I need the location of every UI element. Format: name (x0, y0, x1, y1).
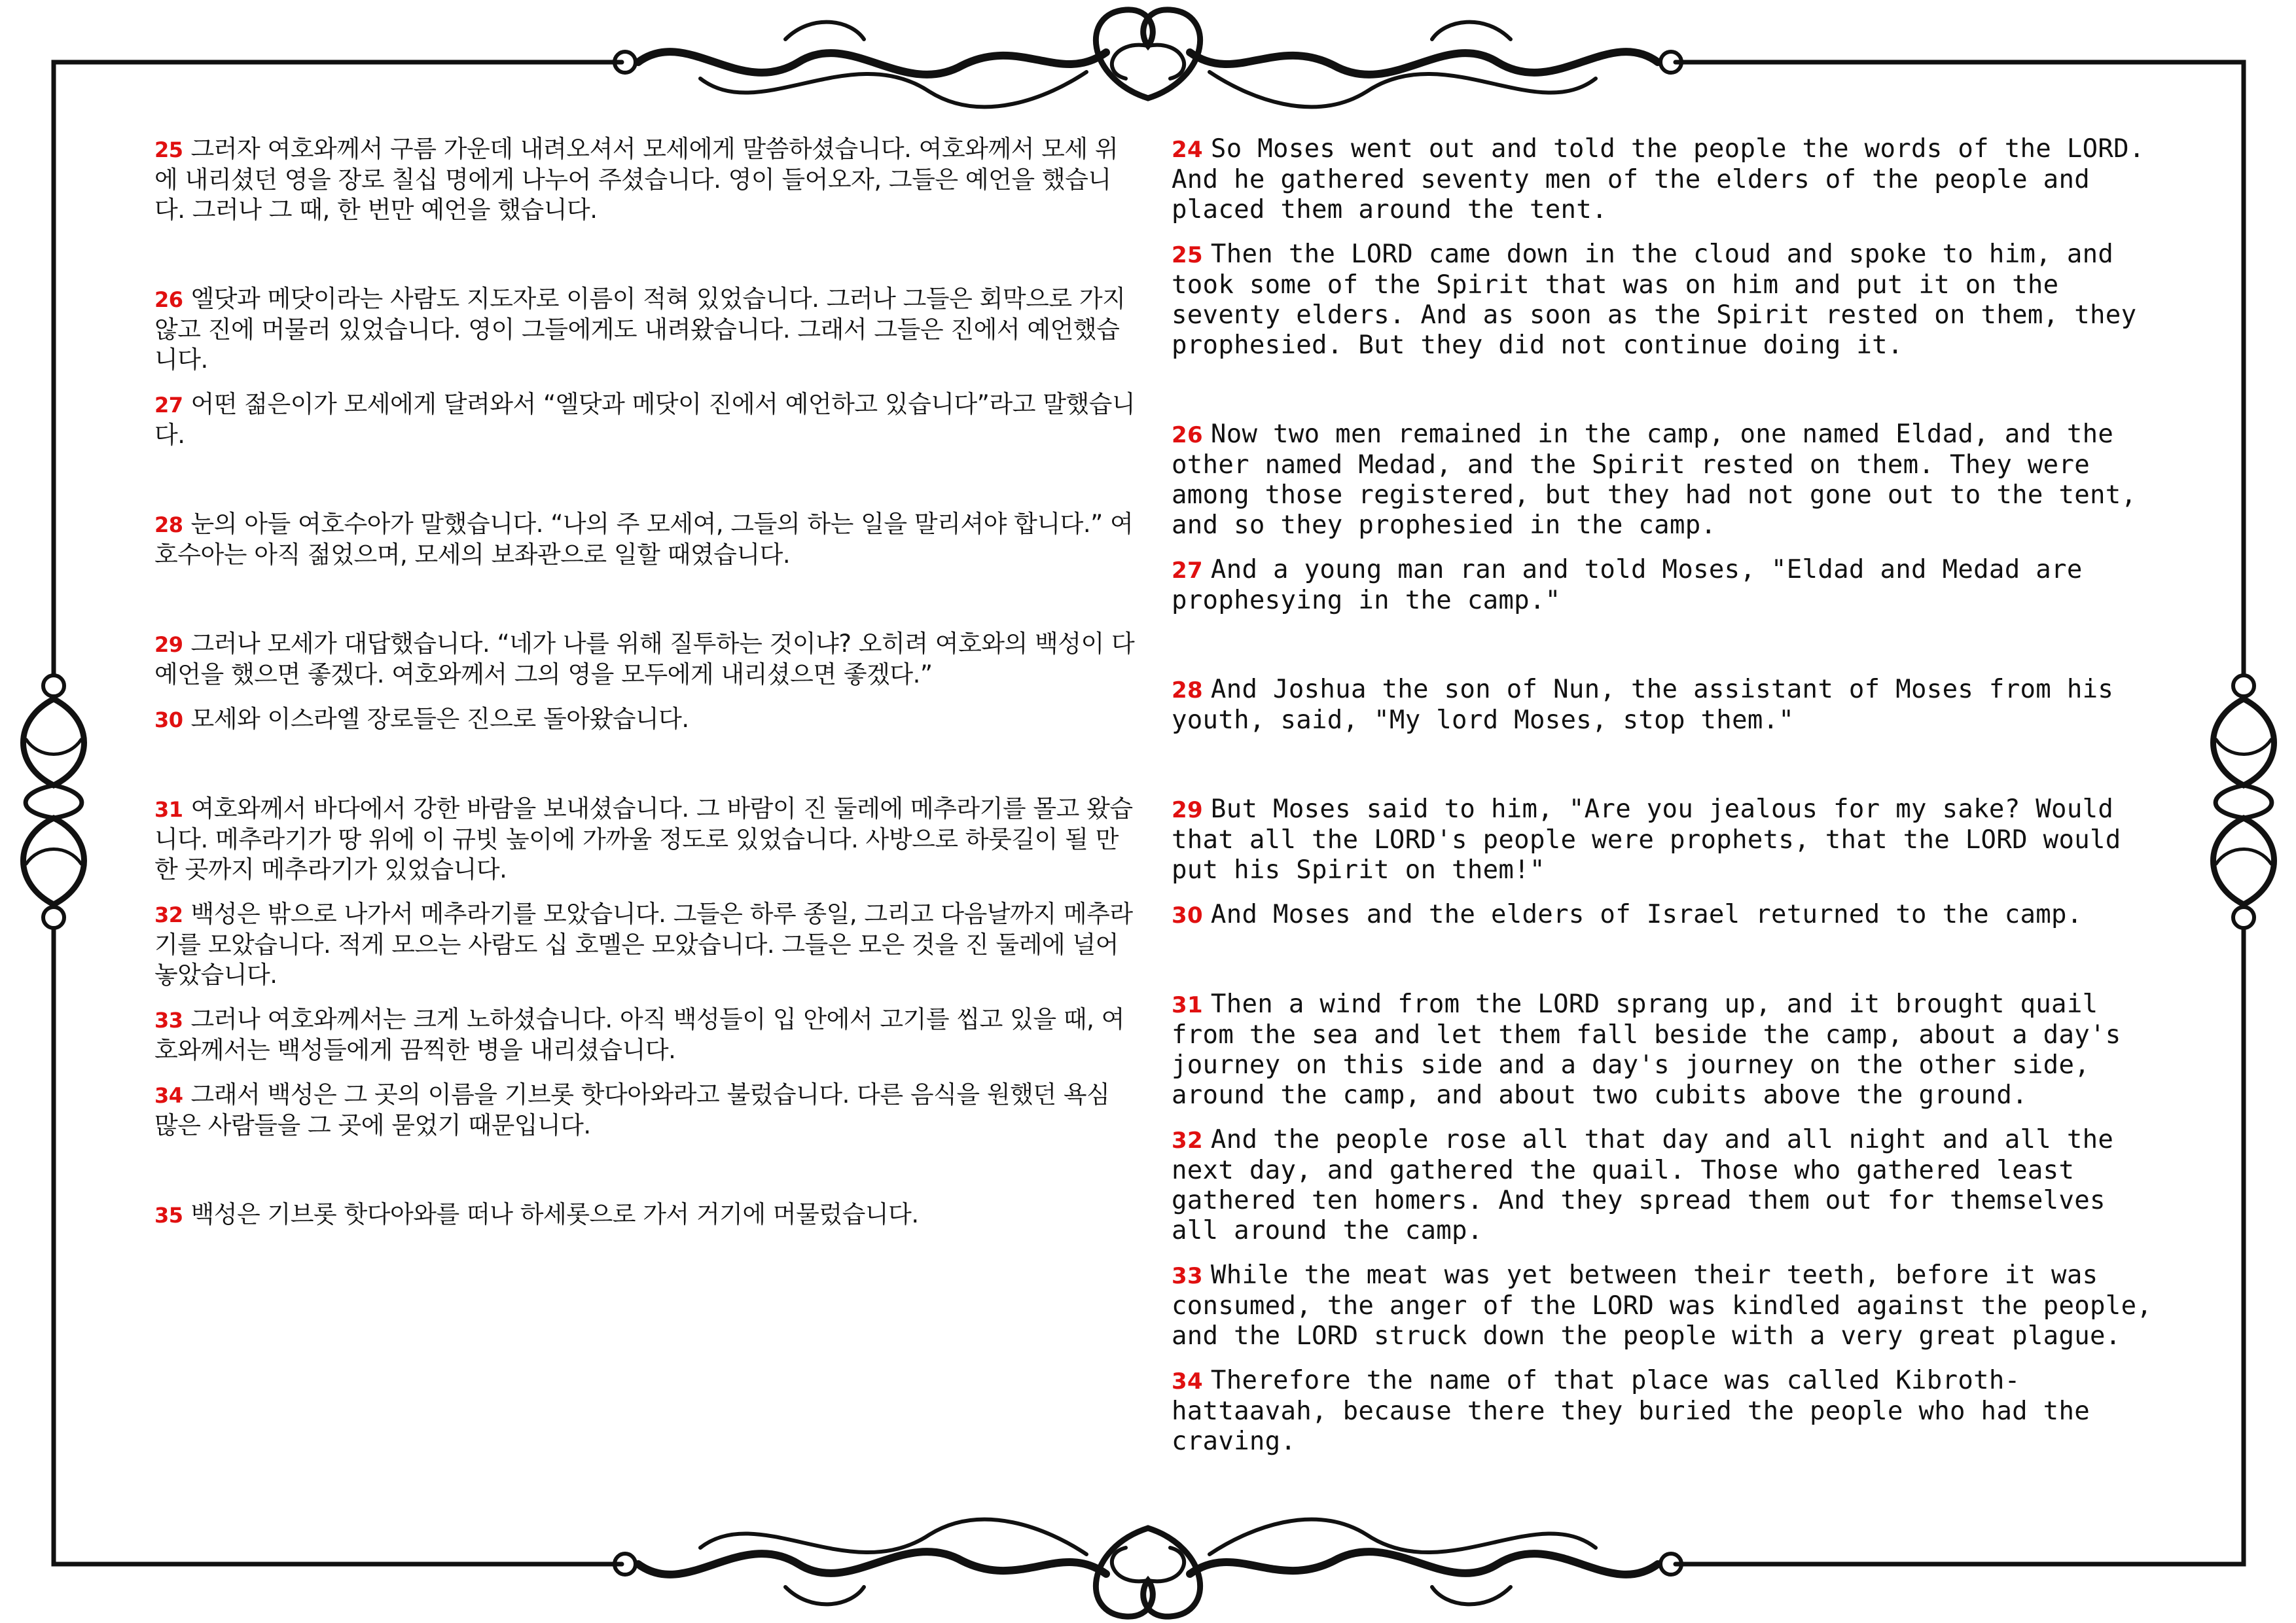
verse-text: 눈의 아들 여호수아가 말했습니다. “나의 주 모세여, 그들의 하는 일을 말리셔야 합니다.” 여호수아는 아직 젊었으며, 모세의 보좌관으로 일할 때였습니다. (154, 510, 1134, 569)
verse-number: 32 (1172, 1128, 1203, 1154)
verse-text: Then the LORD came down in the cloud and spoke to him, and took some of the Spirit that was on him and put it on the seventy elders. And as soon as the Spirit rested on them, they prophesied. But they did not continue doing it. (1172, 240, 2137, 360)
verse-text: And Moses and the elders of Israel returned to the camp. (1210, 900, 2083, 929)
verse-text: 모세와 이스라엘 장로들은 진으로 돌아왔습니다. (190, 705, 689, 733)
verse-text: 여호와께서 바다에서 강한 바람을 보내셨습니다. 그 바람이 진 둘레에 메추라기를 몰고 왔습니다. 메추라기가 땅 위에 이 규빗 높이에 가까울 정도로 있었습니다. 사방으로 하룻길이 될 만한 곳까지 메추라기가 있었습니다. (154, 794, 1133, 883)
verse-en-25 (1172, 240, 2166, 361)
verse-ko-27 (154, 389, 1136, 450)
verse-ko-26 (154, 284, 1136, 375)
top-flourish (615, 10, 1681, 107)
verse-number: 26 (1172, 422, 1203, 448)
verse-ko-32 (154, 899, 1136, 990)
verse-text: 백성은 기브롯 핫다아와를 떠나 하세롯으로 가서 거기에 머물렀습니다. (190, 1200, 919, 1228)
verse-number: 35 (154, 1203, 183, 1228)
right-flourish (2214, 675, 2274, 928)
verse-en-30 (1172, 900, 2166, 931)
verse-number: 26 (154, 287, 183, 312)
verse-text: And Joshua the son of Nun, the assistant of Moses from his youth, said, "My lord Moses, stop them." (1172, 675, 2114, 735)
verse-text: 그래서 백성은 그 곳의 이름을 기브롯 핫다아와라고 불렀습니다. 다른 음식을 원했던 욕심 많은 사람들을 그 곳에 묻었기 때문입니다. (154, 1080, 1110, 1139)
verse-en-24 (1172, 134, 2166, 225)
verse-text: Now two men remained in the camp, one named Eldad, and the other named Medad, and the Spirit rested on them. They were among those registered, but they had not gone out to the tent, and so they prophesied in the camp. (1172, 419, 2137, 540)
verse-ko-25 (154, 134, 1136, 225)
verse-ko-34 (154, 1080, 1136, 1141)
verse-number: 31 (1172, 992, 1203, 1018)
verse-number: 34 (154, 1083, 183, 1108)
bottom-flourish (615, 1520, 1681, 1617)
verse-text: While the meat was yet between their teeth, before it was consumed, the anger of the LORD was kindled against the people, and the LORD struck down the people with a very great plague. (1172, 1260, 2153, 1351)
verse-en-28 (1172, 675, 2166, 736)
verse-number: 25 (1172, 242, 1203, 268)
verse-text: 그러나 모세가 대답했습니다. “네가 나를 위해 질투하는 것이냐? 오히려 여호와의 백성이 다 예언을 했으면 좋겠다. 여호와께서 그의 영을 모두에게 내리셨으면 좋겠다.” (154, 630, 1135, 688)
verse-number: 31 (154, 797, 183, 822)
verse-text: So Moses went out and told the people the words of the LORD. And he gathered seventy men of the elders of the people and placed them around the tent. (1172, 134, 2145, 224)
verse-text: 엘닷과 메닷이라는 사람도 지도자로 이름이 적혀 있었습니다. 그러나 그들은 회막으로 가지 않고 진에 머물러 있었습니다. 영이 그들에게도 내려왔습니다. 그래서 그들은 진에서 예언했습니다. (154, 285, 1126, 374)
verse-number: 30 (1172, 902, 1203, 929)
verse-text: 백성은 밖으로 나가서 메추라기를 모았습니다. 그들은 하루 종일, 그리고 다음날까지 메추라기를 모았습니다. 적게 모으는 사람도 십 호멜은 모았습니다. 그들은 모은 것을 진 둘레에 널어 놓았습니다. (154, 900, 1133, 989)
verse-number: 33 (1172, 1263, 1203, 1289)
verse-text: And the people rose all that day and all night and all the next day, and gathered the quail. Those who gathered least gathered ten homers. And they spread them out for themselves all around the camp. (1172, 1125, 2114, 1245)
verse-text: Therefore the name of that place was called Kibroth-hattaavah, because there they buried the people who had the craving. (1172, 1366, 2090, 1456)
verse-text: 그러나 여호와께서는 크게 노하셨습니다. 아직 백성들이 입 안에서 고기를 씹고 있을 때, 여호와께서는 백성들에게 끔찍한 병을 내리셨습니다. (154, 1005, 1124, 1064)
verse-number: 27 (1172, 558, 1203, 584)
verse-ko-31 (154, 794, 1136, 885)
left-flourish (24, 675, 84, 928)
korean-column (154, 134, 1136, 1245)
verse-number: 24 (1172, 137, 1203, 163)
verse-ko-29 (154, 629, 1136, 690)
verse-number: 28 (1172, 677, 1203, 704)
verse-number: 28 (154, 512, 183, 537)
verse-en-27 (1172, 555, 2166, 616)
verse-en-34 (1172, 1366, 2166, 1457)
verse-number: 33 (154, 1008, 183, 1033)
verse-ko-30 (154, 704, 1136, 735)
verse-number: 25 (154, 137, 183, 162)
verse-ko-33 (154, 1005, 1136, 1065)
verse-number: 34 (1172, 1368, 1203, 1395)
verse-text: But Moses said to him, "Are you jealous for my sake? Would that all the LORD's people were prophets, that the LORD would put his Spirit on them!" (1172, 794, 2121, 885)
verse-en-26 (1172, 419, 2166, 541)
verse-en-29 (1172, 794, 2166, 885)
english-column (1172, 134, 2166, 1471)
verse-number: 32 (154, 902, 183, 927)
verse-text: And a young man ran and told Moses, "Eldad and Medad are prophesying in the camp." (1172, 555, 2083, 615)
verse-ko-28 (154, 509, 1136, 570)
verse-number: 29 (1172, 797, 1203, 823)
verse-en-33 (1172, 1260, 2166, 1351)
verse-number: 30 (154, 707, 183, 732)
verse-text: 그러자 여호와께서 구름 가운데 내려오셔서 모세에게 말씀하셨습니다. 여호와께서 모세 위에 내리셨던 영을 장로 칠십 명에게 나누어 주셨습니다. 영이 들어오자, 그들은 예언을 했습니다. 그러나 그 때, 한 번만 예언을 했습니다. (154, 135, 1119, 224)
verse-en-31 (1172, 990, 2166, 1111)
verse-number: 29 (154, 632, 183, 657)
verse-number: 27 (154, 393, 183, 418)
verse-ko-35 (154, 1200, 1136, 1230)
verse-text: 어떤 젊은이가 모세에게 달려와서 “엘닷과 메닷이 진에서 예언하고 있습니다”라고 말했습니다. (154, 390, 1136, 449)
verse-text: Then a wind from the LORD sprang up, and it brought quail from the sea and let them fall beside the camp, about a day's journey on this side and a day's journey on the other side, around the camp, and about two cubits above the ground. (1172, 990, 2121, 1110)
verse-en-32 (1172, 1125, 2166, 1246)
